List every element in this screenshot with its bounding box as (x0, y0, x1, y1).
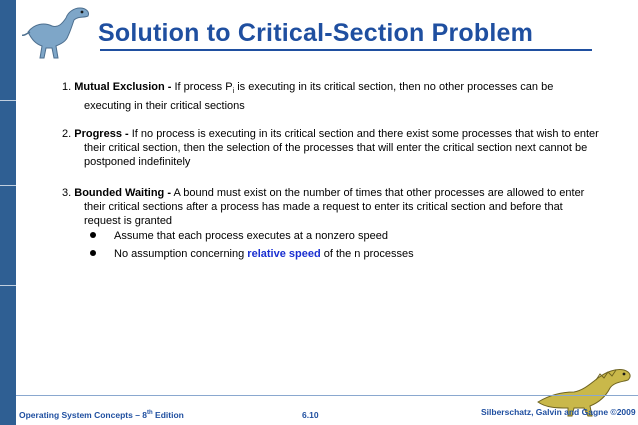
left-sidebar-bar (0, 0, 16, 425)
point-mutual-exclusion (62, 80, 602, 113)
footer-book-text: Operating System Concepts – 8 (19, 410, 148, 420)
point-continuation: their critical section, then the selection of the processes that will enter the critical section next cannot be postponed indefinitely (84, 142, 588, 168)
point-keyword: Mutual Exclusion - (74, 81, 172, 93)
point-progress (62, 127, 602, 169)
point-keyword: Bounded Waiting - (74, 187, 171, 199)
bullet-item (90, 229, 388, 243)
bullet-text: No assumption concerning (114, 248, 248, 260)
point-number: 3. (62, 187, 72, 199)
point-text: A bound must exist on the number of times that other processes are allowed to enter (171, 187, 585, 199)
point-continuation: their critical sections after a process has made a request to enter its critical section and before that request is granted (84, 201, 563, 227)
point-text-cont: is executing in its critical section, then no other processes can be (234, 81, 554, 93)
point-text: If no process is executing in its critical section and there exist some processes that wish to enter (128, 128, 599, 140)
slide-title: Solution to Critical-Section Problem (98, 19, 534, 47)
footer-book-title (19, 410, 184, 420)
footer-slide-number: 6.10 (302, 410, 319, 420)
point-number: 1. (62, 81, 72, 93)
bullet-text: Assume that each process executes at a nonzero speed (114, 230, 388, 242)
highlight-text: relative speed (247, 248, 321, 260)
bullet-icon (90, 250, 96, 256)
dinosaur-logo-top (22, 2, 94, 62)
bullet-icon (90, 232, 96, 238)
footer-edition-text: Edition (152, 410, 184, 420)
point-number: 2. (62, 128, 72, 140)
footer-copyright: Silberschatz, Galvin and Gagne ©2009 (481, 407, 636, 417)
bullet-item (90, 247, 414, 261)
point-text: If process P (171, 81, 233, 93)
title-underline (100, 49, 592, 51)
subscript-i: i (232, 88, 235, 96)
footer-divider (16, 395, 638, 396)
bullet-text-post: of the n processes (320, 248, 414, 260)
point-continuation: executing in their critical sections (84, 100, 245, 113)
footer-edition-sup: th (147, 410, 153, 417)
point-keyword: Progress - (74, 128, 129, 140)
point-bounded-waiting (62, 186, 602, 228)
